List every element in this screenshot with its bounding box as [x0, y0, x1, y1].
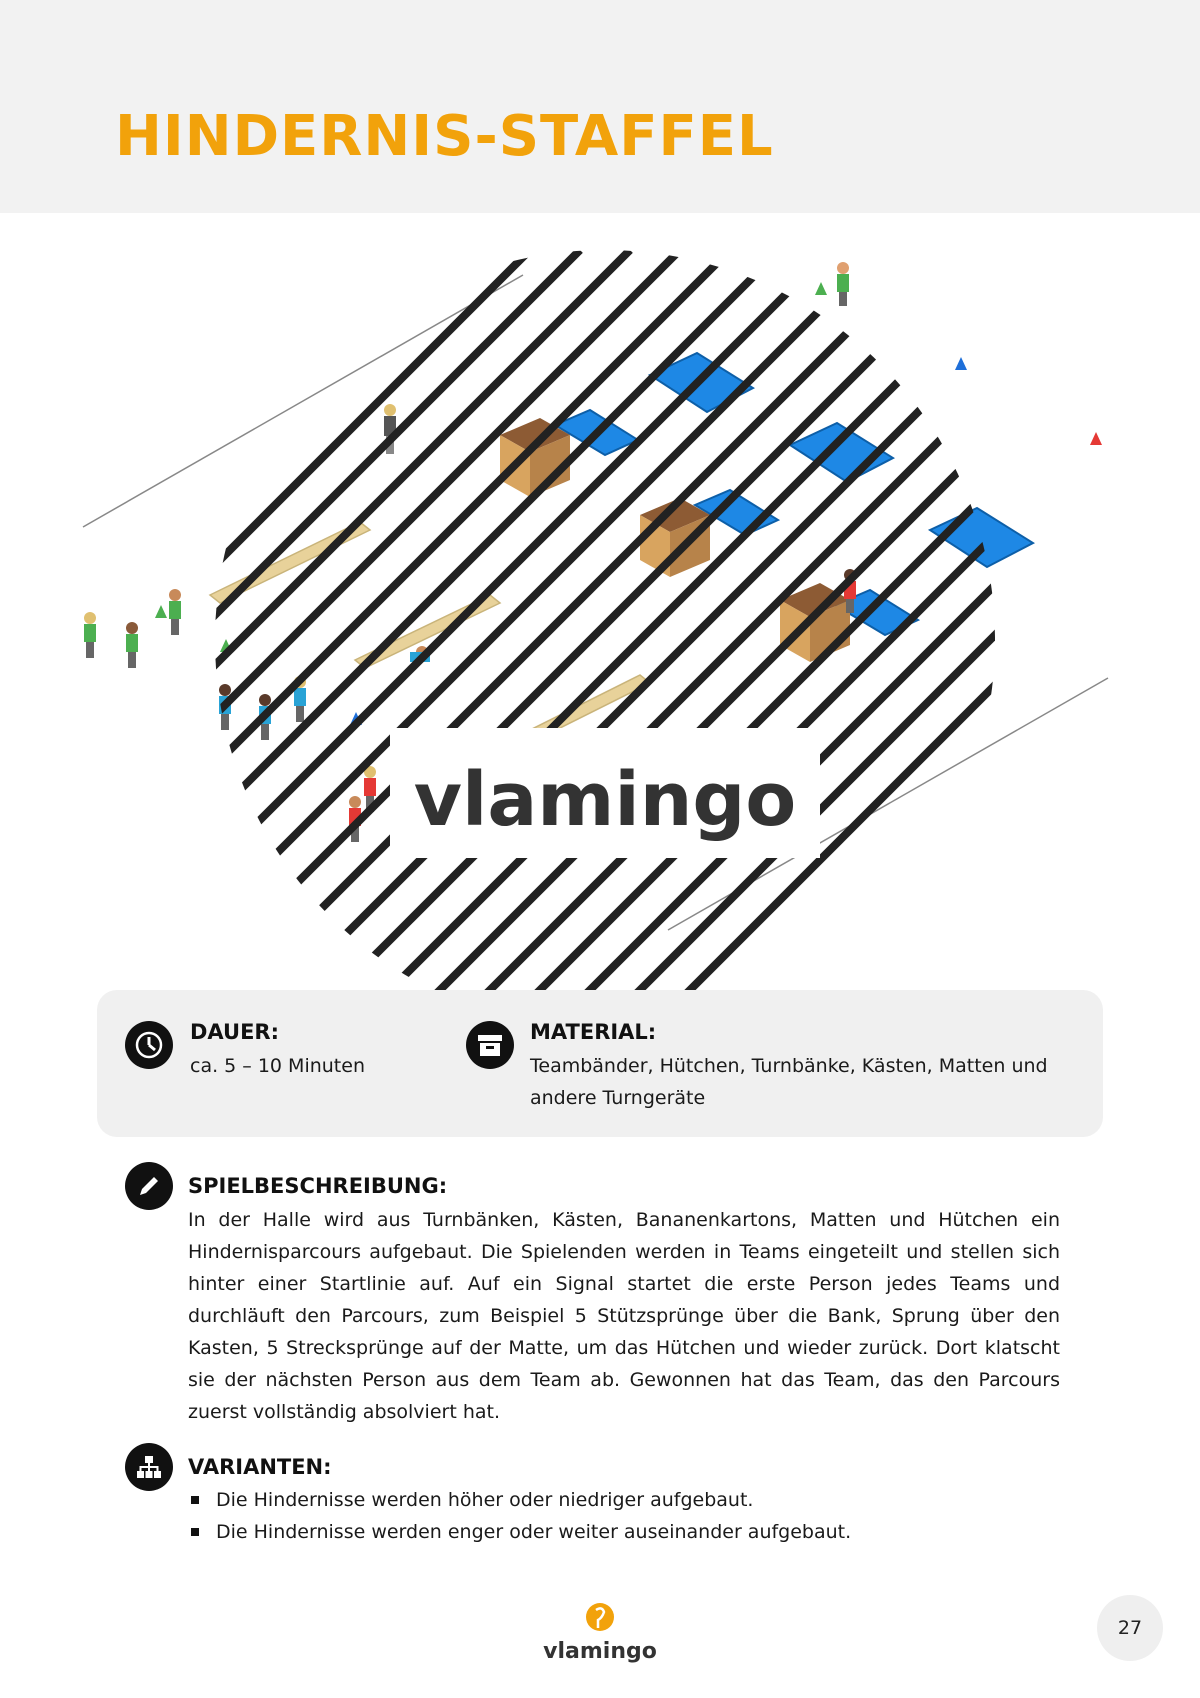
hall-line-top [83, 275, 523, 527]
clock-icon [125, 1021, 173, 1069]
material-value-line1: Teambänder, Hütchen, Turnbänke, Kästen, Matten und [530, 1055, 1048, 1077]
pencil-icon [125, 1162, 173, 1210]
duration-value: ca. 5 – 10 Minuten [190, 1055, 365, 1077]
mat [555, 353, 1033, 635]
archive-box-icon [466, 1021, 514, 1069]
hierarchy-icon [125, 1443, 173, 1491]
parcours-illustration [70, 250, 1130, 990]
material-value-line2: andere Turngeräte [530, 1087, 706, 1109]
info-box [97, 990, 1103, 1137]
footer-logo [540, 1600, 660, 1680]
stripe-overlay [70, 250, 1130, 990]
variants-list [188, 1484, 1088, 1548]
variants-label: VARIANTEN: [188, 1455, 332, 1479]
watermark-text: vlamingo [413, 757, 797, 843]
list-item: Die Hindernisse werden enger oder weiter auseinander aufgebaut. [188, 1516, 1088, 1548]
page-title: HINDERNIS-STAFFEL [115, 104, 774, 169]
duration-label: DAUER: [190, 1020, 280, 1044]
footer-logo-text: vlamingo [543, 1639, 657, 1664]
page-number: 27 [1097, 1595, 1163, 1661]
description-label: SPIELBESCHREIBUNG: [188, 1174, 448, 1198]
material-label: MATERIAL: [530, 1020, 657, 1044]
description-text: In der Halle wird aus Turnbänken, Kästen, Bananenkartons, Matten und Hütchen ein Hindernisparcours aufgebaut. Die Spielenden werden in Teams eingeteilt und stellen sich hinter einer Startlinie auf. Auf ein Signal startet die erste Person jedes Teams und durchläuft den Parcours, zum Beispiel 5 Stützsprünge über die Bank, Sprung über den Kasten, 5 Strecksprünge auf der Matte, um das Hütchen und wieder zurück. Dort klatscht sie der nächsten Person aus dem Team ab. Gewonnen hat das Team, das den Parcours zuerst vollständig absolviert hat. [188, 1209, 1060, 1423]
page-header [0, 0, 1200, 213]
list-item: Die Hindernisse werden höher oder niedriger aufgebaut. [188, 1484, 1088, 1516]
